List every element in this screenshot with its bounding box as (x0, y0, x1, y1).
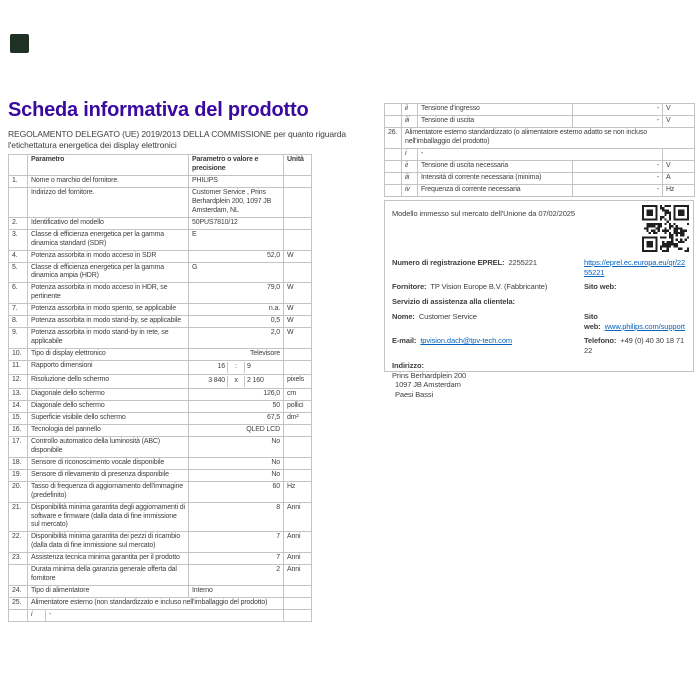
table-row (9, 481, 312, 502)
row-subnumber: ii (402, 160, 418, 172)
row-value: No (189, 457, 284, 469)
service-name (392, 312, 584, 332)
row-value: 79,0 (189, 283, 284, 304)
row-unit: dm² (284, 412, 312, 424)
row-value: Customer Service , Prins Berhardplein 200, 1097 JB Amsterdam, NL (189, 187, 284, 217)
table-row (9, 400, 312, 412)
row-label: Diagonale dello schermo (28, 389, 189, 401)
qr-code-icon (642, 205, 689, 252)
row-unit (284, 349, 312, 361)
row-number (385, 172, 402, 184)
table-row (9, 424, 312, 436)
table-row (9, 375, 312, 389)
row-unit: W (284, 328, 312, 349)
row-value: 8 (189, 502, 284, 532)
eprel-row (392, 258, 686, 278)
row-label: Nome o marchio del fornitore. (28, 175, 189, 187)
row-value: Interno (189, 586, 284, 598)
table-row (9, 316, 312, 328)
eprel-label: Numero di registrazione EPREL: (392, 257, 505, 267)
row-unit (284, 187, 312, 217)
regulation-subtitle: REGOLAMENTO DELEGATO (UE) 2019/2013 DELLA COMMISSIONE per quanto riguarda l'etichettatura energetica dei display elettronici (8, 129, 347, 151)
table-row (9, 349, 312, 361)
row-label: Risoluzione dello schermo (28, 375, 189, 389)
row-number: 26. (385, 127, 402, 148)
row-unit (284, 436, 312, 457)
row-subnumber: iv (402, 184, 418, 196)
eprel-number: 2255221 (508, 257, 537, 267)
table-row (9, 187, 312, 217)
table-row (9, 229, 312, 250)
row-unit (284, 610, 312, 622)
table-row (385, 172, 695, 184)
name-value: Customer Service (418, 311, 477, 321)
row-unit: Anni (284, 565, 312, 586)
row-value: 50PUS7810/12 (189, 217, 284, 229)
row-number: 20. (9, 481, 28, 502)
row-unit (284, 175, 312, 187)
header-valore: Parametro o valore e precisione (189, 155, 284, 176)
address-label: Indirizzo: (392, 360, 424, 370)
row-number: 9. (9, 328, 28, 349)
email-row (392, 336, 686, 356)
address-line: Prins Berhardplein 200 (392, 370, 467, 380)
row-label: - (46, 610, 284, 622)
table-row (9, 217, 312, 229)
row-unit (284, 361, 312, 375)
table-row (9, 328, 312, 349)
row-value (189, 375, 284, 389)
row-value: G (189, 262, 284, 283)
row-label: Classe di efficienza energetica per la gamma dinamica ampia (HDR) (28, 262, 189, 283)
row-number: 5. (9, 262, 28, 283)
row-label: - (418, 148, 663, 160)
supplier-value: TP Vision Europe B.V. (Fabbricante) (430, 282, 548, 292)
row-unit: V (663, 104, 695, 116)
table-row (9, 304, 312, 316)
website2-label: Sito web: (584, 311, 601, 331)
row-number: 25. (9, 598, 28, 610)
support-email-link[interactable]: tpvision.dach@tpv-tech.com (420, 336, 513, 346)
table-header-row (9, 155, 312, 176)
row-unit: V (663, 115, 695, 127)
table-row (9, 283, 312, 304)
row-number: 10. (9, 349, 28, 361)
corner-logo-mark (10, 34, 29, 53)
name-label: Nome: (392, 311, 415, 321)
row-number: 19. (9, 469, 28, 481)
table-row (9, 457, 312, 469)
row-unit: Anni (284, 502, 312, 532)
table-row (9, 502, 312, 532)
row-number (385, 148, 402, 160)
support-website-link[interactable]: www.philips.com/support (604, 321, 685, 331)
row-label: Durata minima della garanzia generale offerta dal fornitore (28, 565, 189, 586)
table-row (9, 412, 312, 424)
table-row (9, 469, 312, 481)
row-unit (284, 586, 312, 598)
row-value: 7 (189, 553, 284, 565)
row-label: Intensità di corrente necessaria (minima) (418, 172, 573, 184)
row-unit: A (663, 172, 695, 184)
row-label: Classe di efficienza energetica per la gamma dinamica standard (SDR) (28, 229, 189, 250)
row-unit: cm (284, 389, 312, 401)
table-row (9, 553, 312, 565)
row-label: Frequenza di corrente necessaria (418, 184, 573, 196)
row-number: 12. (9, 375, 28, 389)
row-unit: Anni (284, 553, 312, 565)
header-parametro: Parametro (28, 155, 189, 176)
row-unit (284, 262, 312, 283)
row-number: 7. (9, 304, 28, 316)
row-number: 6. (9, 283, 28, 304)
row-value (189, 361, 284, 375)
table-row (385, 160, 695, 172)
row-label: Tipo di alimentatore (28, 586, 189, 598)
service-email (392, 336, 584, 356)
table-row (9, 250, 312, 262)
row-value: 2 (189, 565, 284, 586)
row-unit: W (284, 250, 312, 262)
row-value-part: 16 (192, 362, 228, 373)
table-row (385, 115, 695, 127)
row-number (9, 187, 28, 217)
row-number (9, 610, 28, 622)
row-unit: Anni (284, 532, 312, 553)
row-label: Tensione d'ingresso (418, 104, 573, 116)
row-number: 17. (9, 436, 28, 457)
row-number: 22. (9, 532, 28, 553)
support-website (584, 312, 686, 332)
row-label: Potenza assorbita in modo stand-by in rete, se applicabile (28, 328, 189, 349)
row-label: Potenza assorbita in modo acceso in HDR, se pertinente (28, 283, 189, 304)
row-value: 7 (189, 532, 284, 553)
row-value: 67,5 (189, 412, 284, 424)
row-number: 1. (9, 175, 28, 187)
row-unit: W (284, 283, 312, 304)
header-unita: Unità (284, 155, 312, 176)
row-value: No (189, 436, 284, 457)
row-label: Disponibilità minima garantita degli aggiornamenti di software e firmware (dalla data di fine immissione sul mercato) (28, 502, 189, 532)
address-line: 1097 JB Amsterdam (395, 380, 461, 390)
row-value-part: 3 840 (192, 376, 228, 387)
table-row (385, 148, 695, 160)
row-value: E (189, 229, 284, 250)
row-subnumber: iii (402, 115, 418, 127)
customer-service-heading: Servizio di assistenza alla clientela: (392, 297, 515, 306)
row-value-part: : (228, 362, 245, 373)
page-title: Scheda informativa del prodotto (8, 99, 309, 121)
row-number: 24. (9, 586, 28, 598)
row-value: 60 (189, 481, 284, 502)
row-label: Superficie visibile dello schermo (28, 412, 189, 424)
row-label: Potenza assorbita in modo spento, se applicabile (28, 304, 189, 316)
row-number (385, 184, 402, 196)
email-label: E-mail: (392, 336, 417, 346)
table-row (385, 184, 695, 196)
header-empty-cell (9, 155, 28, 176)
row-number: 4. (9, 250, 28, 262)
eprel-link-cell (584, 258, 686, 278)
row-value: n.a. (189, 304, 284, 316)
row-value: Televisore (189, 349, 284, 361)
row-unit (284, 598, 312, 610)
row-unit: V (663, 160, 695, 172)
table-row (9, 389, 312, 401)
table-row (9, 598, 312, 610)
row-number (385, 115, 402, 127)
table-row (9, 532, 312, 553)
row-label: Indirizzo del fornitore. (28, 187, 189, 217)
product-parameters-table (8, 154, 312, 622)
row-value: 2,0 (189, 328, 284, 349)
row-unit: W (284, 304, 312, 316)
row-label: Identificativo del modello (28, 217, 189, 229)
row-value: 52,0 (189, 250, 284, 262)
model-market-date: Modello immesso sul mercato dell'Unione da 07/02/2025 (392, 209, 575, 218)
address-line: Paesi Bassi (395, 390, 434, 400)
row-value-part: 2 160 (247, 377, 264, 385)
row-label: Sensore di rilevamento di presenza disponibile (28, 469, 189, 481)
row-value: QLED LCD (189, 424, 284, 436)
supplier-info-box (384, 200, 694, 400)
website-label: Sito web: (584, 282, 617, 292)
row-label: Tasso di frequenza di aggiornamento dell'immagine (predefinito) (28, 481, 189, 502)
row-subnumber: i (28, 610, 46, 622)
address-block (392, 361, 686, 400)
row-value: - (573, 160, 663, 172)
row-label: Diagonale dello schermo (28, 400, 189, 412)
row-value: 50 (189, 400, 284, 412)
row-label: Assistenza tecnica minima garantita per il prodotto (28, 553, 189, 565)
row-label: Tensione di uscita (418, 115, 573, 127)
table-row (385, 127, 695, 148)
row-unit: W (284, 316, 312, 328)
row-number: 18. (9, 457, 28, 469)
row-unit (284, 217, 312, 229)
name-row (392, 312, 686, 332)
row-unit (284, 469, 312, 481)
eprel-registration (392, 258, 584, 278)
row-label: Sensore di riconoscimento vocale disponibile (28, 457, 189, 469)
row-subnumber: ii (402, 104, 418, 116)
row-value-part: x (228, 376, 245, 387)
row-value: No (189, 469, 284, 481)
row-number: 15. (9, 412, 28, 424)
row-subnumber: iii (402, 172, 418, 184)
row-number: 3. (9, 229, 28, 250)
row-value: PHILIPS (189, 175, 284, 187)
row-number: 14. (9, 400, 28, 412)
row-unit (284, 457, 312, 469)
row-value: - (573, 184, 663, 196)
row-number: 23. (9, 553, 28, 565)
eprel-link[interactable]: https://eprel.ec.europa.eu/qr/2255221 (584, 257, 686, 277)
row-value: 126,0 (189, 389, 284, 401)
website-empty-cell (584, 282, 686, 292)
row-unit: pixels (284, 375, 312, 389)
row-number: 21. (9, 502, 28, 532)
row-unit: pollici (284, 400, 312, 412)
row-value: - (573, 115, 663, 127)
row-unit: Hz (663, 184, 695, 196)
row-label: Rapporto dimensioni (28, 361, 189, 375)
phone-value: +49 (0) 40 30 18 71 22 (584, 336, 685, 355)
service-phone (584, 336, 686, 356)
row-label: Tensione di uscita necessaria (418, 160, 573, 172)
row-number: 2. (9, 217, 28, 229)
row-label: Potenza assorbita in modo acceso in SDR (28, 250, 189, 262)
row-unit (663, 148, 695, 160)
row-label: Potenza assorbita in modo stand-by, se applicabile (28, 316, 189, 328)
row-value: - (573, 104, 663, 116)
row-number (9, 565, 28, 586)
row-label: Disponibilità minima garantita dei pezzi di ricambio (dalla data di fine immissione sul mercato) (28, 532, 189, 553)
row-number (385, 160, 402, 172)
table-row (9, 565, 312, 586)
supplier-details (392, 258, 686, 400)
row-value: - (573, 172, 663, 184)
row-label: Alimentatore esterno standardizzato (o alimentatore esterno adatto se non incluso nell'imballaggio del prodotto) (402, 127, 695, 148)
row-unit (284, 229, 312, 250)
row-number (385, 104, 402, 116)
supplier-label: Fornitore: (392, 282, 427, 292)
table-row (9, 262, 312, 283)
row-number: 13. (9, 389, 28, 401)
row-unit (284, 424, 312, 436)
row-label: Tipo di display elettronico (28, 349, 189, 361)
row-subnumber: i (402, 148, 418, 160)
row-label: Tecnologia del pannello (28, 424, 189, 436)
row-value-part: 9 (247, 363, 251, 371)
table-row (9, 175, 312, 187)
row-number: 11. (9, 361, 28, 375)
power-supply-table (384, 103, 695, 197)
table-row (9, 361, 312, 375)
row-number: 8. (9, 316, 28, 328)
row-label: Controllo automatico della luminosità (ABC) disponibile (28, 436, 189, 457)
row-value: 0,5 (189, 316, 284, 328)
row-unit: Hz (284, 481, 312, 502)
row-number: 16. (9, 424, 28, 436)
table-row (9, 436, 312, 457)
supplier-row (392, 282, 686, 292)
table-row (385, 104, 695, 116)
supplier-name (392, 282, 584, 292)
table-row (9, 610, 312, 622)
row-label: Alimentatore esterno (non standardizzato e incluso nell'imballaggio del prodotto) (28, 598, 284, 610)
table-row (9, 586, 312, 598)
phone-label: Telefono: (584, 336, 617, 346)
